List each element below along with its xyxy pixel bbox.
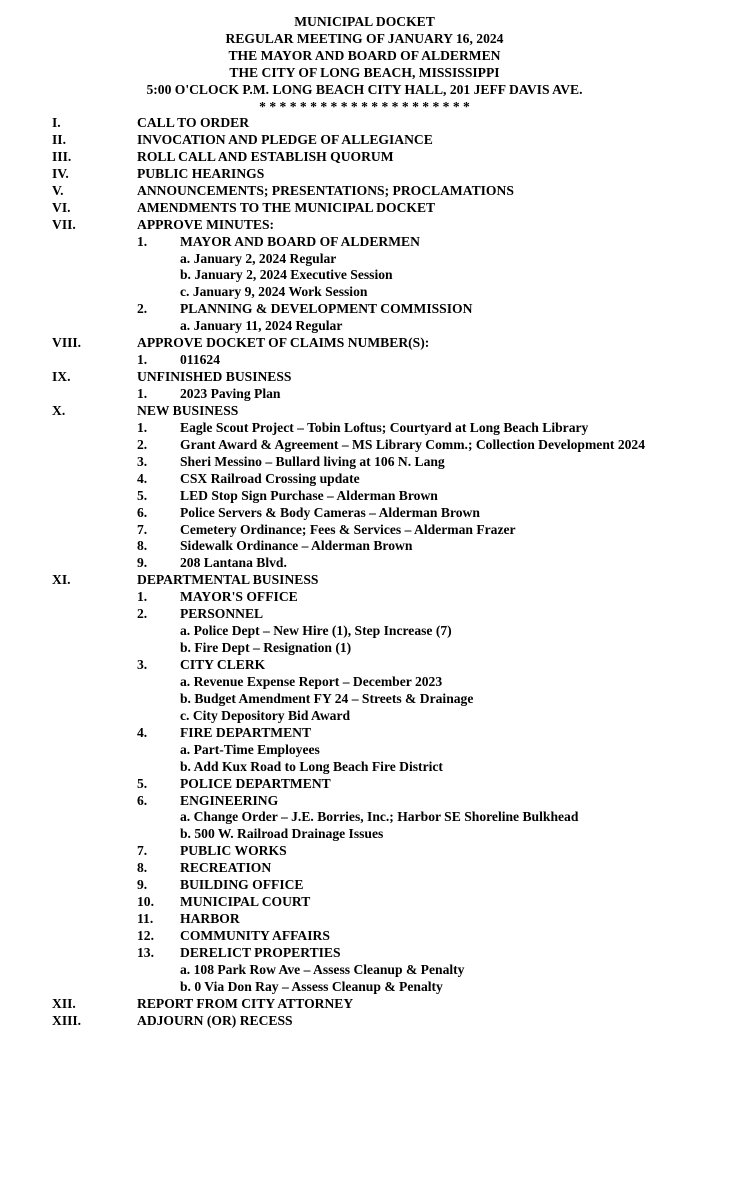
subitem-text: b. Budget Amendment FY 24 – Streets & Drainage	[180, 690, 474, 706]
board-line: THE MAYOR AND BOARD OF ALDERMEN	[228, 48, 501, 63]
item-text: DERELICT PROPERTIES	[180, 944, 341, 960]
section-title: APPROVE MINUTES:	[137, 216, 275, 232]
agenda-item	[0, 505, 729, 522]
agenda-item	[0, 522, 729, 539]
section-title: ROLL CALL AND ESTABLISH QUORUM	[137, 148, 394, 164]
item-text: Cemetery Ordinance; Fees & Services – Alderman Frazer	[180, 521, 516, 537]
item-number: 1.	[137, 352, 148, 368]
agenda-item	[0, 725, 729, 742]
section-title: DEPARTMENTAL BUSINESS	[137, 572, 319, 588]
item-text: CSX Railroad Crossing update	[180, 470, 360, 486]
section-title: REPORT FROM CITY ATTORNEY	[137, 995, 354, 1011]
subitem-text: b. 500 W. Railroad Drainage Issues	[180, 826, 384, 842]
subitem-text: b. January 2, 2024 Executive Session	[180, 267, 393, 283]
section-numeral: I.	[52, 115, 61, 130]
agenda-item	[0, 301, 729, 318]
subitem-text: a. 108 Park Row Ave – Assess Cleanup & Penalty	[180, 961, 465, 977]
agenda-subitem	[0, 742, 729, 759]
agenda-item	[0, 776, 729, 793]
item-text: LED Stop Sign Purchase – Alderman Brown	[180, 487, 438, 503]
agenda-item	[0, 589, 729, 606]
item-text: MUNICIPAL COURT	[180, 894, 311, 910]
subitem-text: a. Revenue Expense Report – December 2023	[180, 673, 443, 689]
section-title: ADJOURN (OR) RECESS	[137, 1012, 293, 1028]
agenda-item	[0, 911, 729, 928]
section-numeral: VII.	[52, 216, 76, 232]
agenda-item	[0, 657, 729, 674]
section-title: ANNOUNCEMENTS; PRESENTATIONS; PROCLAMATIONS	[137, 182, 514, 198]
item-text: RECREATION	[180, 860, 272, 876]
agenda-subitem	[0, 962, 729, 979]
agenda-item	[0, 234, 729, 251]
item-number: 9.	[137, 877, 148, 893]
time-location-line: 5:00 O'CLOCK P.M. LONG BEACH CITY HALL, 201 JEFF DAVIS AVE.	[146, 82, 583, 97]
agenda-section	[0, 115, 729, 132]
agenda-subitem	[0, 809, 729, 826]
star-divider: * * * * * * * * * * * * * * * * * * * * *	[259, 99, 470, 114]
agenda-subitem	[0, 826, 729, 843]
agenda-item	[0, 606, 729, 623]
section-numeral: V.	[52, 182, 64, 198]
item-number: 8.	[137, 860, 148, 876]
item-number: 5.	[137, 775, 148, 791]
agenda-section	[0, 335, 729, 352]
item-text: PERSONNEL	[180, 606, 264, 622]
subitem-text: a. Change Order – J.E. Borries, Inc.; Harbor SE Shoreline Bulkhead	[180, 809, 579, 825]
section-numeral: VIII.	[52, 335, 82, 351]
agenda-item	[0, 352, 729, 369]
agenda-item	[0, 471, 729, 488]
item-number: 7.	[137, 521, 148, 537]
agenda-subitem	[0, 623, 729, 640]
agenda-item	[0, 843, 729, 860]
agenda-section	[0, 132, 729, 149]
item-number: 10.	[137, 894, 154, 910]
agenda-subitem	[0, 284, 729, 301]
agenda-subitem	[0, 674, 729, 691]
agenda-item	[0, 538, 729, 555]
item-number: 6.	[137, 792, 148, 808]
item-text: Sidewalk Ordinance – Alderman Brown	[180, 538, 413, 554]
item-text: 011624	[180, 352, 221, 368]
item-text: HARBOR	[180, 911, 240, 927]
item-text: COMMUNITY AFFAIRS	[180, 928, 330, 943]
item-number: 1.	[137, 419, 148, 435]
subitem-text: a. Part-Time Employees	[180, 741, 320, 757]
item-number: 3.	[137, 657, 148, 672]
section-title: APPROVE DOCKET OF CLAIMS NUMBER(S):	[137, 335, 430, 351]
section-title: NEW BUSINESS	[137, 402, 239, 418]
agenda-item	[0, 437, 729, 454]
agenda-subitem	[0, 759, 729, 776]
agenda-section	[0, 1013, 729, 1030]
subitem-text: a. January 2, 2024 Regular	[180, 250, 337, 266]
city-line: THE CITY OF LONG BEACH, MISSISSIPPI	[229, 65, 500, 80]
item-text: 2023 Paving Plan	[180, 386, 281, 401]
item-number: 3.	[137, 453, 148, 469]
section-numeral: VI.	[52, 199, 71, 215]
item-number: 4.	[137, 724, 148, 740]
agenda-subitem	[0, 691, 729, 708]
item-number: 1.	[137, 233, 148, 249]
agenda-item	[0, 420, 729, 437]
agenda-item	[0, 555, 729, 572]
agenda-subitem	[0, 251, 729, 268]
agenda-section	[0, 217, 729, 234]
subitem-text: b. 0 Via Don Ray – Assess Cleanup & Penalty	[180, 978, 443, 994]
section-title: UNFINISHED BUSINESS	[137, 369, 292, 385]
item-number: 1.	[137, 386, 148, 401]
subitem-text: b. Add Kux Road to Long Beach Fire District	[180, 758, 443, 774]
item-number: 1.	[137, 589, 148, 605]
docket-header	[0, 13, 729, 115]
item-text: CITY CLERK	[180, 657, 266, 672]
item-text: 208 Lantana Blvd.	[180, 555, 287, 571]
agenda-section	[0, 149, 729, 166]
item-text: BUILDING OFFICE	[180, 877, 304, 893]
agenda-subitem	[0, 979, 729, 996]
item-text: Sheri Messino – Bullard living at 106 N. Lang	[180, 453, 445, 469]
agenda-subitem	[0, 267, 729, 284]
section-numeral: IV.	[52, 165, 69, 181]
agenda-list	[0, 115, 729, 1030]
agenda-section	[0, 572, 729, 589]
agenda-section	[0, 200, 729, 217]
agenda-section	[0, 166, 729, 183]
agenda-item	[0, 894, 729, 911]
item-number: 8.	[137, 538, 148, 554]
agenda-item	[0, 877, 729, 894]
item-number: 2.	[137, 436, 148, 452]
section-numeral: XIII.	[52, 1012, 82, 1028]
section-numeral: X.	[52, 402, 66, 418]
item-text: Grant Award & Agreement – MS Library Comm.; Collection Development 2024	[180, 436, 646, 452]
section-numeral: IX.	[52, 369, 71, 385]
section-title: PUBLIC HEARINGS	[137, 165, 265, 181]
agenda-item	[0, 454, 729, 471]
item-text: PUBLIC WORKS	[180, 843, 287, 859]
agenda-item	[0, 928, 729, 945]
agenda-item	[0, 488, 729, 505]
agenda-section	[0, 183, 729, 200]
item-text: MAYOR AND BOARD OF ALDERMEN	[180, 233, 420, 249]
item-number: 6.	[137, 504, 148, 520]
docket-title: MUNICIPAL DOCKET	[294, 14, 435, 29]
agenda-subitem	[0, 318, 729, 335]
subitem-text: a. Police Dept – New Hire (1), Step Increase (7)	[180, 623, 452, 639]
item-text: Eagle Scout Project – Tobin Loftus; Courtyard at Long Beach Library	[180, 419, 589, 435]
agenda-section	[0, 996, 729, 1013]
section-title: INVOCATION AND PLEDGE OF ALLEGIANCE	[137, 131, 433, 147]
section-title: AMENDMENTS TO THE MUNICIPAL DOCKET	[137, 199, 436, 215]
section-title: CALL TO ORDER	[137, 115, 250, 130]
item-text: MAYOR'S OFFICE	[180, 589, 298, 605]
agenda-subitem	[0, 640, 729, 657]
item-text: POLICE DEPARTMENT	[180, 775, 331, 791]
agenda-section	[0, 369, 729, 386]
agenda-item	[0, 793, 729, 810]
section-numeral: XII.	[52, 995, 76, 1011]
agenda-section	[0, 403, 729, 420]
item-number: 9.	[137, 555, 148, 571]
item-text: FIRE DEPARTMENT	[180, 724, 312, 740]
item-text: ENGINEERING	[180, 792, 279, 808]
item-text: Police Servers & Body Cameras – Alderman Brown	[180, 504, 480, 520]
agenda-item	[0, 860, 729, 877]
section-numeral: XI.	[52, 572, 71, 588]
agenda-item	[0, 945, 729, 962]
subitem-text: a. January 11, 2024 Regular	[180, 318, 343, 334]
section-numeral: II.	[52, 131, 66, 147]
item-text: PLANNING & DEVELOPMENT COMMISSION	[180, 301, 473, 317]
agenda-subitem	[0, 708, 729, 725]
item-number: 13.	[137, 944, 154, 960]
item-number: 2.	[137, 606, 148, 622]
agenda-item	[0, 386, 729, 403]
item-number: 12.	[137, 928, 154, 943]
meeting-date-line: REGULAR MEETING OF JANUARY 16, 2024	[225, 31, 504, 46]
item-number: 11.	[137, 911, 154, 927]
subitem-text: c. City Depository Bid Award	[180, 707, 351, 723]
item-number: 4.	[137, 470, 148, 486]
item-number: 5.	[137, 487, 148, 503]
item-number: 7.	[137, 843, 148, 859]
subitem-text: b. Fire Dept – Resignation (1)	[180, 640, 352, 656]
subitem-text: c. January 9, 2024 Work Session	[180, 284, 368, 300]
section-numeral: III.	[52, 148, 72, 164]
item-number: 2.	[137, 301, 148, 317]
